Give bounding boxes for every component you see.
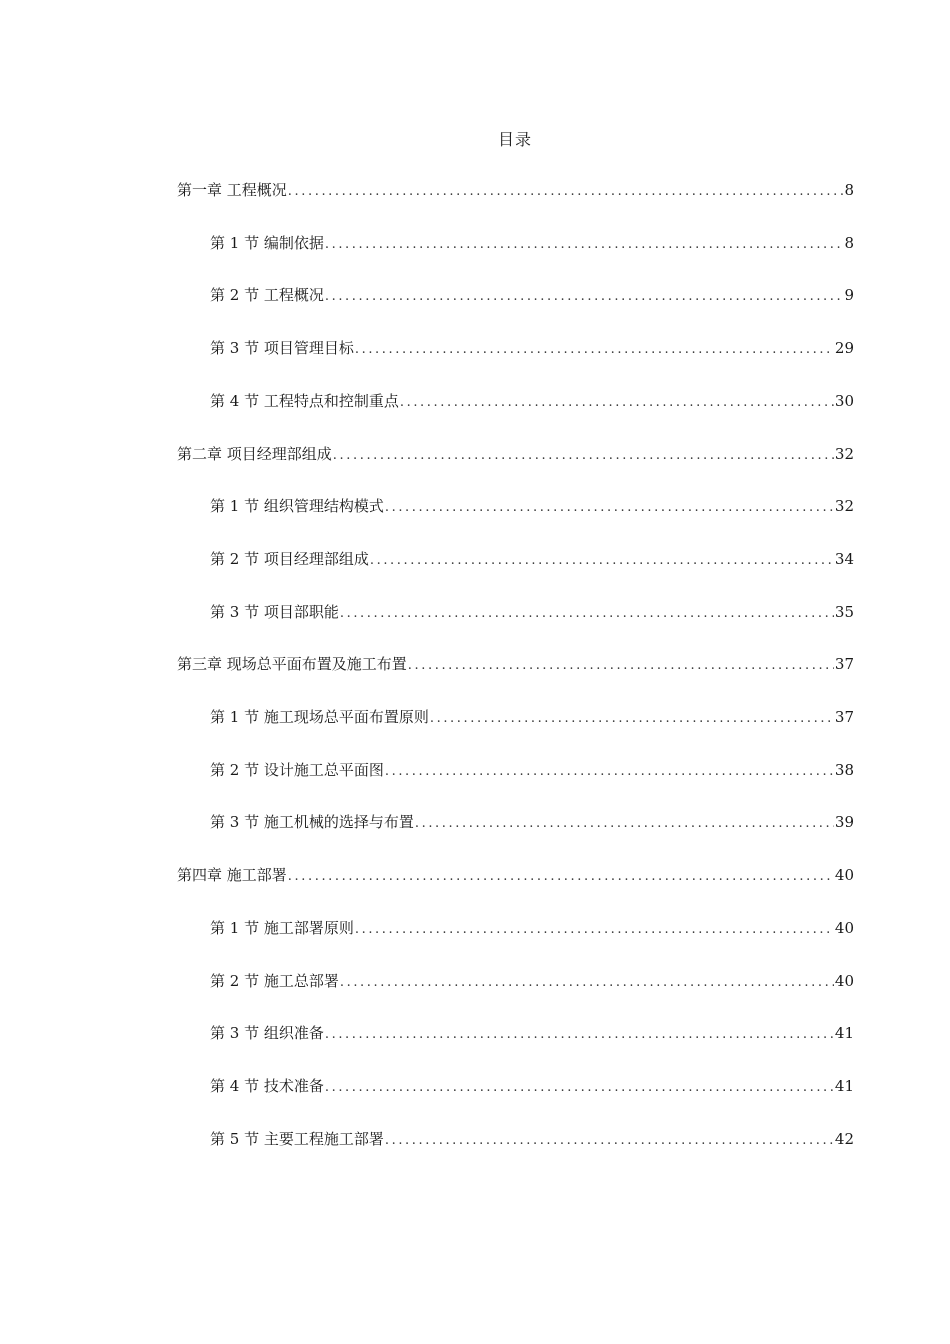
toc-entry-label: 第 1 节 施工部署原则 bbox=[210, 919, 354, 937]
toc-section-entry[interactable] bbox=[210, 1127, 854, 1151]
toc-dot-leader bbox=[355, 338, 834, 362]
toc-section-entry[interactable] bbox=[210, 810, 854, 834]
toc-section-entry[interactable] bbox=[210, 600, 854, 624]
toc-dot-leader bbox=[325, 1076, 834, 1100]
toc-dot-leader bbox=[325, 1023, 834, 1047]
toc-entry-label: 第四章 施工部署 bbox=[177, 866, 287, 884]
toc-page-number: 29 bbox=[834, 339, 854, 357]
toc-page-number: 34 bbox=[834, 550, 854, 568]
toc-dot-leader bbox=[430, 707, 834, 731]
toc-section-entry[interactable] bbox=[210, 389, 854, 413]
toc-dot-leader bbox=[333, 444, 834, 468]
toc-entry-label: 第 3 节 施工机械的选择与布置 bbox=[210, 813, 414, 831]
toc-dot-leader bbox=[340, 971, 834, 995]
toc-page-number: 39 bbox=[834, 813, 854, 831]
toc-section-entry[interactable] bbox=[210, 283, 854, 307]
toc-page-number: 38 bbox=[834, 761, 854, 779]
toc-dot-leader bbox=[385, 760, 834, 784]
toc-section-entry[interactable] bbox=[210, 231, 854, 255]
toc-section-entry[interactable] bbox=[210, 547, 854, 571]
toc-page-number: 30 bbox=[834, 392, 854, 410]
toc-dot-leader bbox=[325, 233, 844, 257]
toc-section-entry[interactable] bbox=[210, 494, 854, 518]
toc-dot-leader bbox=[385, 496, 834, 520]
toc-page-number: 32 bbox=[834, 497, 854, 515]
toc-entry-label: 第 3 节 组织准备 bbox=[210, 1024, 324, 1042]
toc-entry-label: 第 2 节 设计施工总平面图 bbox=[210, 761, 384, 779]
toc-entry-label: 第 1 节 编制依据 bbox=[210, 234, 324, 252]
toc-page-number: 8 bbox=[844, 234, 854, 252]
toc-entry-label: 第二章 项目经理部组成 bbox=[177, 445, 332, 463]
toc-page-number: 37 bbox=[834, 655, 854, 673]
toc-entry-label: 第 3 节 项目管理目标 bbox=[210, 339, 354, 357]
toc-chapter-entry[interactable] bbox=[177, 442, 854, 466]
toc-title: 目录 bbox=[497, 130, 532, 149]
toc-dot-leader bbox=[288, 865, 834, 889]
toc-entry-label: 第 5 节 主要工程施工部署 bbox=[210, 1130, 384, 1148]
toc-entry-label: 第一章 工程概况 bbox=[177, 181, 287, 199]
toc-entry-label: 第 1 节 施工现场总平面布置原则 bbox=[210, 708, 429, 726]
toc-page-number: 32 bbox=[834, 445, 854, 463]
toc-dot-leader bbox=[370, 549, 834, 573]
toc-dot-leader bbox=[325, 285, 844, 309]
toc-section-entry[interactable] bbox=[210, 336, 854, 360]
toc-dot-leader bbox=[355, 918, 834, 942]
toc-entry-label: 第 2 节 施工总部署 bbox=[210, 972, 339, 990]
toc-page-number: 40 bbox=[834, 919, 854, 937]
toc-section-entry[interactable] bbox=[210, 705, 854, 729]
toc-chapter-entry[interactable] bbox=[177, 652, 854, 676]
toc-page-number: 41 bbox=[834, 1077, 854, 1095]
toc-entry-label: 第 2 节 项目经理部组成 bbox=[210, 550, 369, 568]
toc-page-number: 42 bbox=[834, 1130, 854, 1148]
toc-section-entry[interactable] bbox=[210, 969, 854, 993]
toc-entry-label: 第 1 节 组织管理结构模式 bbox=[210, 497, 384, 515]
toc-section-entry[interactable] bbox=[210, 1021, 854, 1045]
toc-entry-label: 第 4 节 技术准备 bbox=[210, 1077, 324, 1095]
toc-page-number: 40 bbox=[834, 972, 854, 990]
toc-dot-leader bbox=[408, 654, 834, 678]
toc-page-number: 37 bbox=[834, 708, 854, 726]
toc-page-number: 9 bbox=[844, 286, 854, 304]
toc-entry-label: 第 3 节 项目部职能 bbox=[210, 603, 339, 621]
toc-page-number: 40 bbox=[834, 866, 854, 884]
toc-entry-label: 第 4 节 工程特点和控制重点 bbox=[210, 392, 399, 410]
toc-page-number: 35 bbox=[834, 603, 854, 621]
toc-dot-leader bbox=[288, 180, 844, 204]
toc-entry-label: 第 2 节 工程概况 bbox=[210, 286, 324, 304]
toc-section-entry[interactable] bbox=[210, 916, 854, 940]
toc-dot-leader bbox=[385, 1129, 834, 1153]
toc-page-number: 8 bbox=[844, 181, 854, 199]
toc-dot-leader bbox=[400, 391, 834, 415]
toc-dot-leader bbox=[415, 812, 834, 836]
toc-chapter-entry[interactable] bbox=[177, 863, 854, 887]
toc-entry-label: 第三章 现场总平面布置及施工布置 bbox=[177, 655, 407, 673]
toc-chapter-entry[interactable] bbox=[177, 178, 854, 202]
toc-page-number: 41 bbox=[834, 1024, 854, 1042]
toc-section-entry[interactable] bbox=[210, 758, 854, 782]
toc-dot-leader bbox=[340, 602, 834, 626]
toc-section-entry[interactable] bbox=[210, 1074, 854, 1098]
